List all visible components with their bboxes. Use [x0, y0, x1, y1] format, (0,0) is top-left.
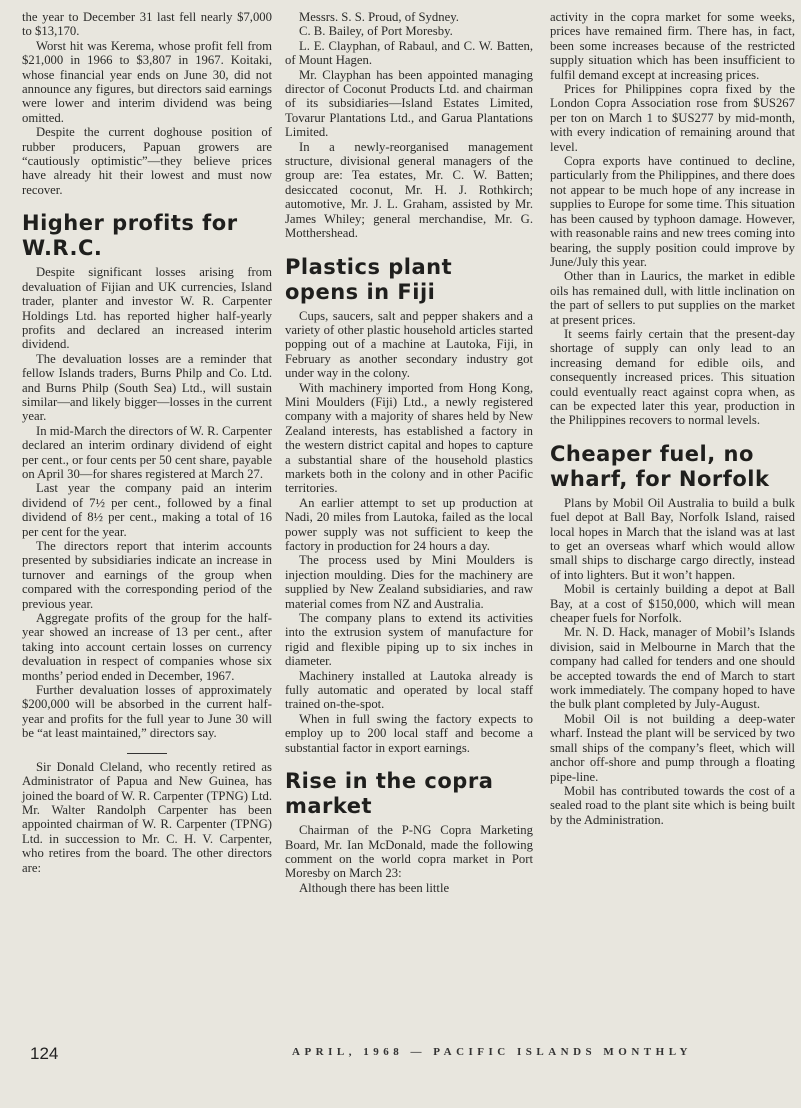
- director-line: Messrs. S. S. Proud, of Sydney.: [299, 10, 459, 24]
- page-number: 124: [30, 1044, 59, 1063]
- paragraph: Although there has been little: [299, 880, 450, 895]
- paragraph: The company plans to extend its activities into the extrusion system of manufacture for rigid and flexible piping up to six inches in diameter.: [285, 611, 533, 669]
- paragraph: An earlier attempt to set up production at Nadi, 20 miles from Lautoka, failed as the local power supply was not sufficient to keep the factory in production for 24 hours a day.: [285, 495, 533, 553]
- headline-wrc: Higher profits for W.R.C.: [22, 211, 238, 261]
- director-line: C. B. Bailey, of Port Moresby.: [299, 24, 453, 39]
- paragraph: The directors report that interim accounts presented by subsidiaries indicate an increase in turnover and earnings of the group when compared with the corresponding period of the previous year.: [22, 539, 272, 611]
- paragraph: Copra exports have continued to decline, particularly from the Philippines, and there does not appear to be much hope of any increase in supplies to Europe for some time. This situation has been caused by typhoon damage. However, with reasonable rains and new trees coming into bearing, the supply position could improve by June/July this year.: [550, 154, 795, 269]
- column-1: [22, 10, 272, 875]
- paragraph: When in full swing the factory expects to employ up to 200 local staff and become a substantial factor in export earnings.: [285, 711, 533, 755]
- paragraph: In a newly-reorganised management structure, divisional general managers of the group are: Tea estates, Mr. C. W. Batten; desiccated coconut, Mr. H. J. Rothkirch; automotive, Mr. J. L. Graham, assisted by Mr. James Whiley; general merchandise, Mr. G. Motthershead.: [285, 139, 533, 241]
- paragraph: Last year the company paid an interim dividend of 7½ per cent., followed by a final dividend of 8½ per cent., making a total of 16 per cent for the year.: [22, 481, 272, 539]
- paragraph: Chairman of the P-NG Copra Marketing Board, Mr. Ian McDonald, made the following comment on the world copra market in Port Moresby on March 23:: [285, 823, 533, 881]
- paragraph: activity in the copra market for some weeks, prices have remained firm. There has, in fact, been some increases because of the restricted supply situation which has been insufficient to fulfil demand except at increasing prices.: [550, 10, 795, 82]
- paragraph: Worst hit was Kerema, whose profit fell from $21,000 in 1966 to $3,807 in 1967. Koitaki, whose financial year ends on June 30, did not announce any figures, but directors said earnings were lower and interim dividend was being omitted.: [22, 38, 272, 125]
- paragraph: The devaluation losses are a reminder that fellow Islands traders, Burns Philp and Co. Ltd. and Burns Philp (South Sea) Ltd., will sustain similar—and likely bigger—losses in the current year.: [22, 351, 272, 424]
- director-line: L. E. Clayphan, of Rabaul, and C. W. Batten, of Mount Hagen.: [285, 38, 533, 68]
- headline-fuel: Cheaper fuel, no wharf, for Norfolk: [550, 441, 770, 491]
- headline-copra: Rise in the copra market: [285, 769, 494, 819]
- column-3: [550, 10, 795, 827]
- paragraph: It seems fairly certain that the present-day shortage of supply can only lead to an increasing demand for edible oils, and consequently increased prices. This situation could eventually react against copra when, as can be expected later this year, production in the Philippines recovers to normal levels.: [550, 326, 795, 428]
- section-divider: [127, 753, 167, 754]
- paragraph: Mobil Oil is not building a deep-water wharf. Instead the plant will be serviced by two small ships of the company’s fleet, which will anchor off-shore and pump through a floating pipe-line.: [550, 711, 795, 784]
- paragraph: Mobil is certainly building a depot at Ball Bay, at a cost of $150,000, which will mean cheaper fuels for Norfolk.: [550, 582, 795, 626]
- paragraph: Further devaluation losses of approximately $200,000 will be absorbed in the current half-year and profits for the full year to June 30 will be “at least maintained,” directors say.: [22, 683, 272, 741]
- paragraph: With machinery imported from Hong Kong, Mini Moulders (Fiji) Ltd., a newly registered company with a majority of shares held by New Zealand interests, has established a factory in the western district capital and hopes to capture a substantial share of the household plastics markets both in the colony and in other Pacific territories.: [285, 380, 533, 496]
- paragraph: Plans by Mobil Oil Australia to build a bulk fuel depot at Ball Bay, Norfolk Island, raised local hopes in March that the island was at last to get an overseas wharf which would allow small ships to discharge cargo directly, instead of into lighters. But it won’t happen.: [550, 495, 795, 582]
- column-2: [285, 10, 533, 895]
- paragraph: Mr. Clayphan has been appointed managing director of Coconut Products Ltd. and chairman of its subsidiaries—Island Estates Limited, Tovarur Plantations Ltd., and Garua Plantations Limited.: [285, 67, 533, 140]
- paragraph: Machinery installed at Lautoka already is fully automatic and operated by local staff trained on-the-spot.: [285, 668, 533, 712]
- paragraph: Other than in Laurics, the market in edible oils has remained dull, with little inclination on the part of sellers to put supplies on the market at present prices.: [550, 269, 795, 327]
- paragraph: Mr. N. D. Hack, manager of Mobil’s Islands division, said in Melbourne in March that the company had called for tenders and one should be accepted towards the end of March to start work immediately. The company hoped to have the bulk plant completed by July-August.: [550, 625, 795, 712]
- paragraph: Despite the current doghouse position of rubber producers, Papuan growers are “cautiously optimistic”—they believe prices have already hit their lowest and must now recover.: [22, 125, 272, 197]
- paragraph: Despite significant losses arising from devaluation of Fijian and UK currencies, Island trader, planter and investor W. R. Carpenter Holdings Ltd. has reported higher half-yearly profits and declared an increased interim dividend.: [22, 265, 272, 352]
- paragraph: Aggregate profits of the group for the half-year showed an increase of 13 per cent., after taking into account certain losses on currency devaluation in respect of companies whose six months’ period ended in December, 1967.: [22, 611, 272, 683]
- paragraph: Cups, saucers, salt and pepper shakers and a variety of other plastic household articles started popping out of a machine at Lautoka, Fiji, in February as another secondary industry got under way in the colony.: [285, 308, 533, 381]
- paragraph: Sir Donald Cleland, who recently retired as Administrator of Papua and New Guinea, has joined the board of W. R. Carpenter (TPNG) Ltd. Mr. Walter Randolph Carpenter has been appointed chairman of W. R. Carpenter (TPNG) Ltd. in succession to Mr. C. H. V. Carpenter, who retires from the board. The other directors are:: [22, 759, 272, 875]
- paragraph: the year to December 31 last fell nearly $7,000 to $13,170.: [22, 10, 272, 39]
- running-footer: APRIL, 1968 — PACIFIC ISLANDS MONTHLY: [292, 1046, 692, 1058]
- paragraph: Mobil has contributed towards the cost of a sealed road to the plant site which is being built by the Administration.: [550, 783, 795, 827]
- paragraph: Prices for Philippines copra fixed by the London Copra Association rose from $US267 per ton on March 1 to $US277 by mid-month, with every indication of remaining around that level.: [550, 82, 795, 154]
- paragraph: The process used by Mini Moulders is injection moulding. Dies for the machinery are supplied by New Zealand subsidiaries, and raw material comes from NZ and Australia.: [285, 553, 533, 611]
- headline-plastics: Plastics plant opens in Fiji: [285, 254, 453, 304]
- paragraph: In mid-March the directors of W. R. Carpenter declared an interim ordinary dividend of eight per cent., or four cents per 50 cent share, payable on April 30—for shares registered at March 27.: [22, 423, 272, 481]
